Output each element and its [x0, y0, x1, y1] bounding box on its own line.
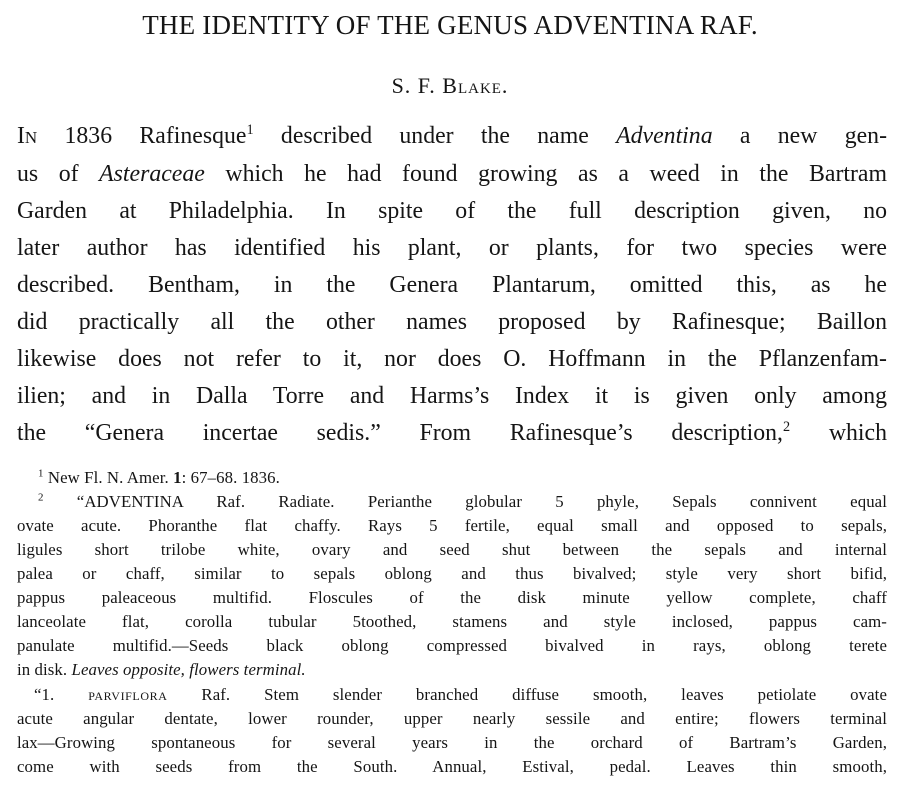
volume-number: 1 — [173, 468, 182, 487]
species-name: parviflora — [88, 685, 168, 704]
body-line-6: did practically all the other names proposed by Rafinesque; Baillon — [17, 309, 887, 335]
body-line-9 — [17, 418, 887, 448]
footnote-mark-2: 2 — [38, 491, 44, 504]
article-author — [0, 73, 900, 99]
footnote-text: “ADVENTINA Raf. Radiate. Perianthe globular 5 phyle, Sepals connivent equal — [43, 492, 887, 511]
footnote-1 — [17, 468, 887, 488]
body-line-7: likewise does not refer to it, nor does O. Hoffmann in the Pflanzenfam- — [17, 346, 887, 372]
footnote-text: Raf. Stem slender branched diffuse smooth, leaves petiolate ovate — [167, 685, 887, 704]
article-title: THE IDENTITY OF THE GENUS ADVENTINA RAF. — [142, 10, 758, 40]
body-text: the “Genera incertae sedis.” From Rafinesque’s description, — [17, 420, 784, 446]
footnote-text: New Fl. N. Amer. — [43, 468, 174, 487]
footnote-2-line-5: pappus paleaceous multifid. Floscules of the disk minute yellow complete, chaff — [17, 588, 887, 607]
footnote-3-line-3: lax—Growing spontaneous for several years in the orchard of Bartram’s Garden, — [17, 733, 887, 752]
genus-name: Adventina — [616, 123, 713, 149]
drop-word: In — [17, 123, 38, 149]
footnote-mark-1: 1 — [38, 467, 44, 480]
footnote-text: : 67–68. 1836. — [181, 468, 280, 487]
body-text: described under the name — [253, 123, 617, 149]
author-name: S. F. Blake. — [391, 73, 509, 98]
body-line-5: described. Bentham, in the Genera Plantarum, omitted this, as he — [17, 272, 887, 298]
footnote-2-line-2: ovate acute. Phoranthe flat chaffy. Rays 5 fertile, equal small and opposed to sepals, — [17, 516, 887, 535]
footnote-2-line-4: palea or chaff, similar to sepals oblong and thus bivalved; style very short bifid, — [17, 564, 887, 583]
footnote-2-line-6: lanceolate flat, corolla tubular 5toothed, stamens and style inclosed, pappus cam- — [17, 612, 887, 631]
body-text: 1836 Rafinesque — [37, 123, 247, 149]
footnote-3-line-1 — [17, 685, 887, 705]
footnote-2-line-7: panulate multifid.—Seeds black oblong compressed bivalved in rays, oblong terete — [17, 636, 887, 655]
footnote-2-line-1 — [17, 492, 887, 512]
footnote-text: “1. — [34, 685, 89, 704]
body-text: a new gen- — [712, 123, 888, 149]
footnote-2-line-3: ligules short trilobe white, ovary and seed shut between the sepals and internal — [17, 540, 887, 559]
body-line-3: Garden at Philadelphia. In spite of the full description given, no — [17, 198, 887, 224]
body-text: which — [790, 420, 887, 446]
body-text: which he had found growing as a weed in the Bartram — [204, 161, 887, 187]
body-line-4: later author has identified his plant, or plants, for two species were — [17, 235, 887, 261]
footnote-ref-2: 2 — [783, 419, 791, 436]
body-text: us of — [17, 161, 100, 187]
footnote-3-line-4: come with seeds from the South. Annual, Estival, pedal. Leaves thin smooth, — [17, 757, 887, 776]
footnote-text: in disk. — [17, 660, 72, 679]
body-line-1 — [17, 121, 887, 151]
body-line-8: ilien; and in Dalla Torre and Harms’s Index it is given only among — [17, 383, 887, 409]
footnote-3-line-2: acute angular dentate, lower rounder, upper nearly sessile and entire; flowers terminal — [17, 709, 887, 728]
footnote-ref-1: 1 — [246, 122, 254, 139]
body-line-2 — [17, 159, 887, 189]
footnote-italic: Leaves opposite, flowers terminal. — [71, 660, 306, 679]
footnote-2-line-8 — [17, 660, 887, 680]
family-name: Asteraceae — [99, 161, 205, 187]
